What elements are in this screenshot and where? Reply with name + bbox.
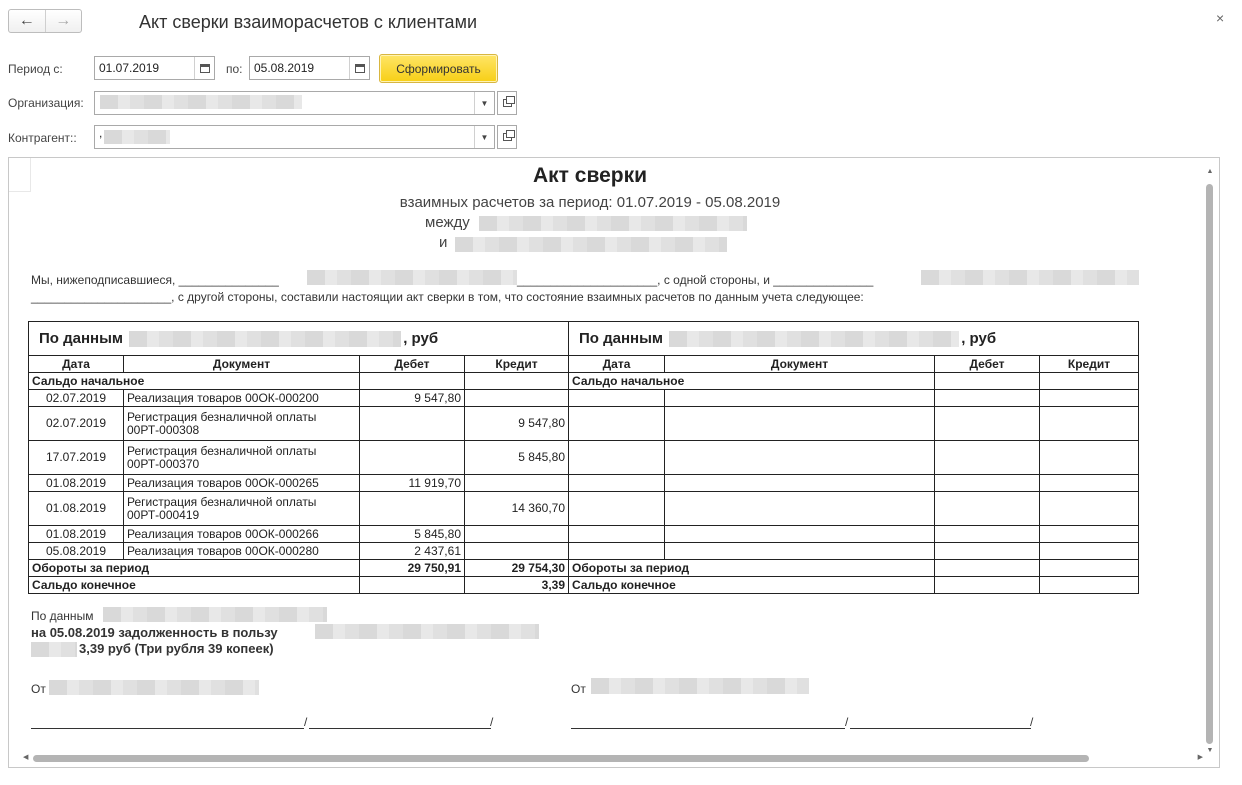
summary-line-1: По данным — [31, 609, 94, 623]
between-label: между — [425, 214, 470, 231]
and-label: и — [439, 234, 448, 251]
scroll-down-icon[interactable]: ▼ — [1206, 747, 1214, 754]
closing-balance-label: Сальдо конечное — [29, 577, 360, 594]
preamble-line-1b: _____________________, с одной стороны, и _______________ — [517, 273, 874, 287]
window-title: Акт сверки взаиморасчетов с клиентами — [139, 12, 478, 32]
redacted-summary-party-3 — [31, 642, 77, 657]
redacted-party-1 — [479, 216, 747, 231]
table-row: 01.08.2019 Регистрация безналичной оплаты 00РТ-000419 14 360,70 — [29, 492, 1139, 526]
table-row: 01.08.2019 Реализация товаров 00ОК-000265 11 919,70 — [29, 475, 1139, 492]
vertical-scrollbar[interactable] — [1205, 168, 1215, 754]
calendar-icon[interactable] — [194, 57, 214, 79]
redacted-from-left — [49, 680, 259, 695]
redacted-summary-party-2 — [315, 624, 539, 639]
table-row: 05.08.2019 Реализация товаров 00ОК-000280 2 437,61 — [29, 543, 1139, 560]
preamble-line-1a: Мы, нижеподписавшиеся, _______________ — [31, 273, 279, 287]
reconciliation-table — [28, 321, 1139, 594]
report-document[interactable] — [8, 157, 1220, 768]
closing-balance-row — [29, 577, 1139, 594]
col-credit: Кредит — [465, 356, 569, 373]
redacted-from-right — [591, 678, 809, 694]
table-row: 02.07.2019 Реализация товаров 00ОК-000200 9 547,80 — [29, 390, 1139, 407]
summary-line-2: на 05.08.2019 задолженность в пользу — [31, 625, 278, 640]
organization-label: Организация: — [8, 96, 84, 110]
counterparty-value[interactable]: , — [99, 126, 103, 140]
scroll-up-icon[interactable]: ▲ — [1206, 168, 1214, 175]
dropdown-arrow-icon[interactable]: ▼ — [474, 126, 494, 148]
calendar-icon[interactable] — [349, 57, 369, 79]
redacted-organization — [100, 95, 302, 109]
name-line — [850, 728, 1031, 729]
opening-balance-row — [29, 373, 1139, 390]
signature-slash: / — [1030, 715, 1034, 729]
right-party-header: По данным , руб — [569, 322, 1139, 356]
col-debit: Дебет — [935, 356, 1040, 373]
turnover-row — [29, 560, 1139, 577]
opening-balance-label: Сальдо начальное — [569, 373, 935, 390]
closing-credit: 3,39 — [465, 577, 569, 594]
report-period: взаимных расчетов за период: 01.07.2019 - 05.08.2019 — [399, 194, 781, 211]
back-arrow-icon[interactable]: ← — [18, 12, 35, 29]
turnover-label: Обороты за период — [569, 560, 935, 577]
left-party-header: По данным , руб — [29, 322, 569, 356]
closing-balance-label: Сальдо конечное — [569, 577, 935, 594]
col-document: Документ — [665, 356, 935, 373]
close-icon[interactable]: × — [1216, 10, 1225, 26]
redacted-signer-1 — [307, 270, 517, 285]
col-date: Дата — [29, 356, 124, 373]
horizontal-scrollbar[interactable] — [23, 753, 1203, 763]
period-from-value[interactable]: 01.07.2019 — [99, 61, 160, 75]
col-document: Документ — [124, 356, 360, 373]
period-to-value[interactable]: 05.08.2019 — [254, 61, 315, 75]
forward-arrow-icon[interactable]: → — [45, 10, 82, 32]
col-credit: Кредит — [1040, 356, 1139, 373]
name-line — [309, 728, 491, 729]
period-to-field[interactable] — [249, 56, 370, 80]
col-date: Дата — [569, 356, 665, 373]
period-from-field[interactable] — [94, 56, 215, 80]
opening-balance-label: Сальдо начальное — [29, 373, 360, 390]
dropdown-arrow-icon[interactable]: ▼ — [474, 92, 494, 114]
signature-slash: / — [304, 715, 308, 729]
open-counterparty-icon[interactable] — [497, 125, 517, 149]
signature-slash: / — [490, 715, 494, 729]
table-row: 17.07.2019 Регистрация безналичной оплаты 00РТ-000370 5 845,80 — [29, 441, 1139, 475]
from-right-label: От — [571, 682, 586, 696]
turnover-debit: 29 750,91 — [360, 560, 465, 577]
navigation-buttons — [8, 9, 82, 33]
open-organization-icon[interactable] — [497, 91, 517, 115]
counterparty-label: Контрагент:: — [8, 131, 77, 145]
table-row: 02.07.2019 Регистрация безналичной оплаты 00РТ-000308 9 547,80 — [29, 407, 1139, 441]
scroll-right-icon[interactable]: ▶ — [1197, 754, 1203, 761]
table-row: 01.08.2019 Реализация товаров 00ОК-000266 5 845,80 — [29, 526, 1139, 543]
summary-line-3: 3,39 руб (Три рубля 39 копеек) — [79, 641, 274, 656]
report-title: Акт сверки — [532, 164, 648, 187]
redacted-party-2 — [455, 237, 727, 252]
period-to-label: по: — [226, 62, 243, 76]
turnover-label: Обороты за период — [29, 560, 360, 577]
scroll-thumb[interactable] — [33, 755, 1089, 762]
preamble-line-2: _____________________, с другой стороны, составили настоящии акт сверки в том, что состояние взаимных расчетов по данным учета следующее: — [31, 290, 864, 304]
from-left-label: От — [31, 682, 46, 696]
scroll-left-icon[interactable]: ◀ — [23, 754, 29, 761]
redacted-summary-party — [103, 607, 327, 622]
turnover-credit: 29 754,30 — [465, 560, 569, 577]
redacted-signer-2 — [921, 270, 1139, 285]
signature-line — [31, 728, 304, 729]
generate-button[interactable]: Сформировать — [379, 54, 498, 83]
signature-line — [571, 728, 845, 729]
scroll-thumb[interactable] — [1206, 184, 1213, 744]
col-debit: Дебет — [360, 356, 465, 373]
period-from-label: Период с: — [8, 62, 63, 76]
redacted-counterparty — [104, 130, 170, 144]
signature-slash: / — [845, 715, 849, 729]
